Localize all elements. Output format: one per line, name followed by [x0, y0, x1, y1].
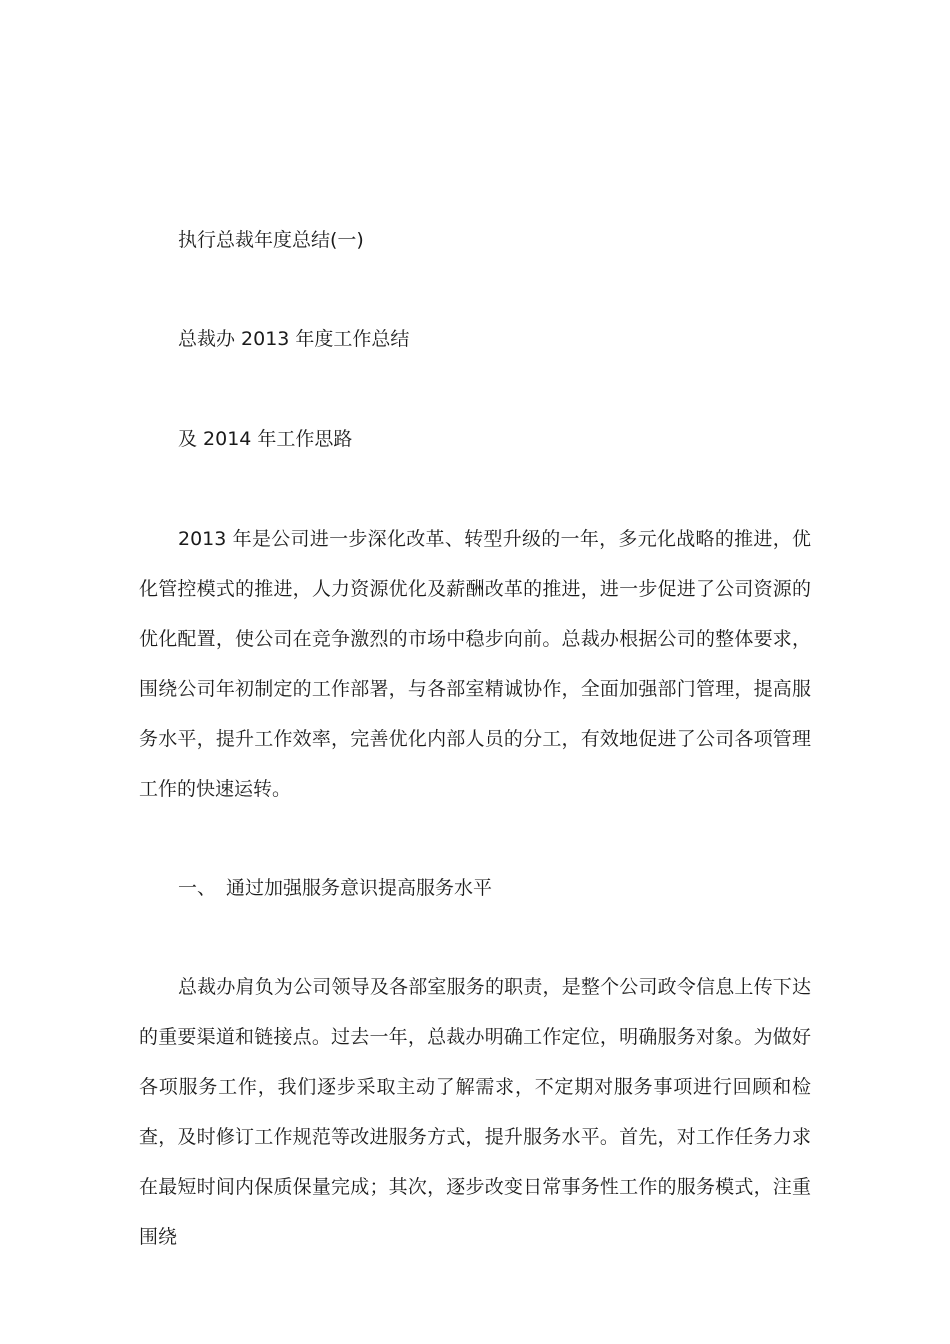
section-paragraph: 总裁办肩负为公司领导及各部室服务的职责，是整个公司政令信息上传下达的重要渠道和链接点。过去一年，总裁办明确工作定位，明确服务对象。为做好各项服务工作，我们逐步采取主动了解需求，不定期对服务事项进行回顾和检查，及时修订工作规范等改进服务方式，提升服务水平。首先，对工作任务力求在最短时间内保质保量完成；其次，逐步改变日常事务性工作的服务模式，注重围绕	[139, 976, 811, 1248]
section-title-text: 通过加强服务意识提高服务水平	[226, 877, 493, 899]
section-number: 一、	[178, 877, 217, 899]
document-title: 执行总裁年度总结(一)	[178, 229, 364, 251]
section-heading	[178, 873, 492, 903]
report-title: 总裁办 2013 年度工作总结	[178, 328, 410, 350]
report-subtitle: 及 2014 年工作思路	[178, 428, 353, 450]
intro-paragraph: 2013 年是公司进一步深化改革、转型升级的一年，多元化战略的推进，优化管控模式的推进，人力资源优化及薪酬改革的推进，进一步促进了公司资源的优化配置，使公司在竞争激烈的市场中稳步向前。总裁办根据公司的整体要求，围绕公司年初制定的工作部署，与各部室精诚协作，全面加强部门管理，提高服务水平，提升工作效率，完善优化内部人员的分工，有效地促进了公司各项管理工作的快速运转。	[139, 528, 811, 800]
